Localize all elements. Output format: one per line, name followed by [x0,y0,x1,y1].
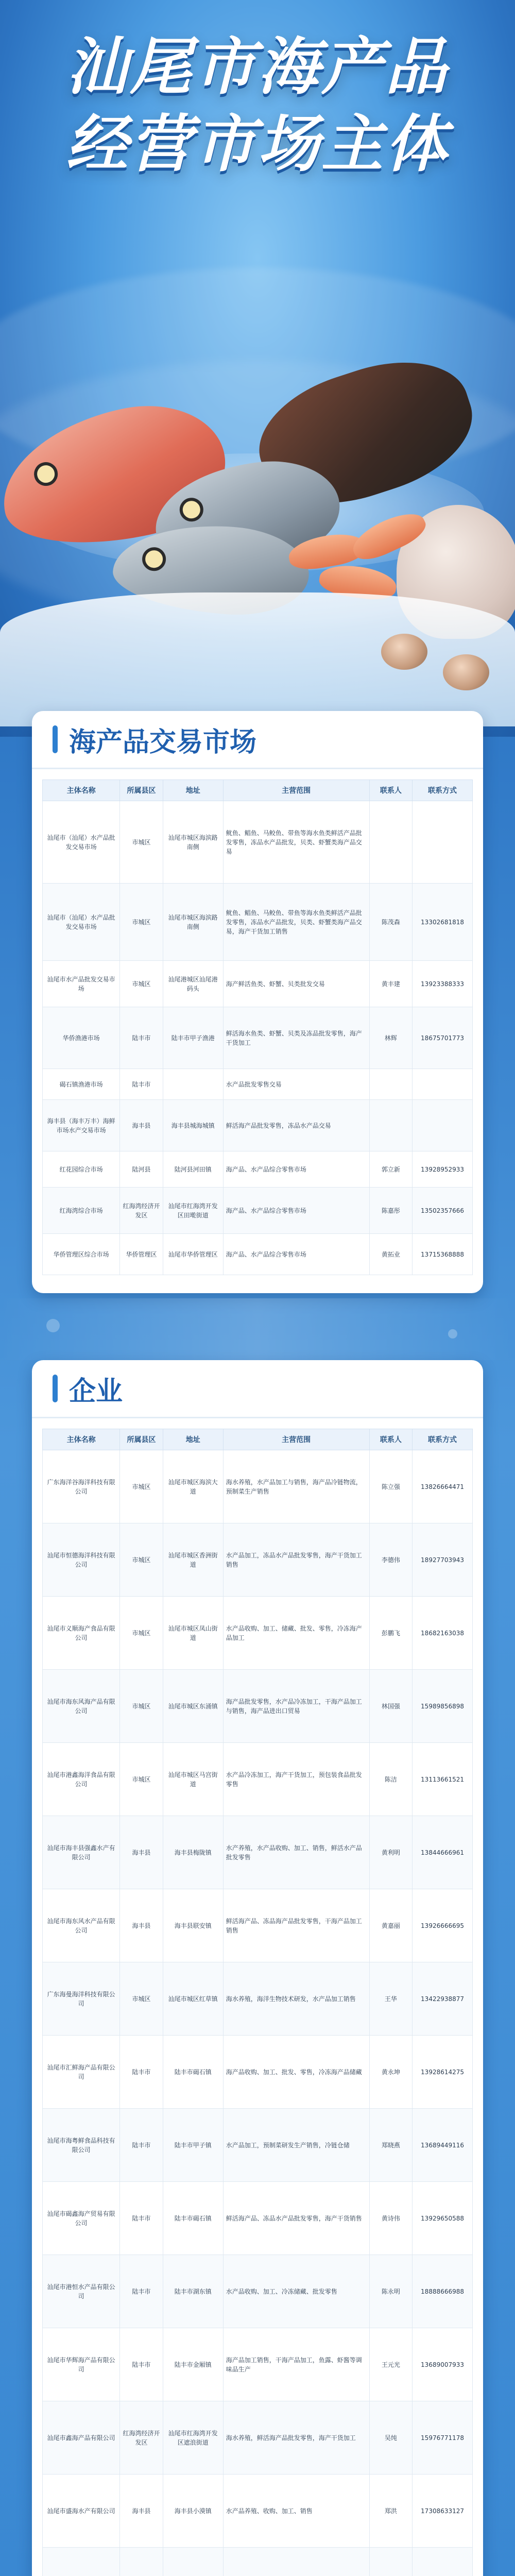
contact-person-cell [369,801,413,884]
contact-person-cell: 黄永坤 [369,2036,413,2109]
table-row [43,2255,473,2328]
entity-name-cell: 华侨渔港市场 [43,1007,120,1069]
hero-title [0,28,515,183]
column-header: 地址 [163,1429,223,1450]
business-scope-cell: 鱿鱼、鲳鱼、马鲛鱼、带鱼等海水鱼类鲜活产品批发零售，冻品水产品批发，贝类、虾蟹类海产品交易 [223,801,369,884]
address-cell: 汕尾市城区海滨路南侧 [163,801,223,884]
address-cell: 汕尾市城区马宫街道 [163,1743,223,1816]
contact-person-cell [369,1069,413,1100]
district-cell: 陆丰市 [120,2255,163,2328]
phone-cell: 17308633127 [413,2475,473,2548]
business-scope-cell: 水产品加工，冻品水产品批发零售，海产干货加工销售 [223,1523,369,1597]
contact-person-cell: 陈立强 [369,1450,413,1523]
phone-cell: 13422938877 [413,1962,473,2036]
district-cell: 市城区 [120,1450,163,1523]
column-header: 主体名称 [43,780,120,801]
address-cell: 汕尾市城区海滨路南侧 [163,884,223,961]
phone-cell [413,1100,473,1151]
table-row [43,2328,473,2401]
district-cell: 海丰县 [120,1889,163,1962]
business-scope-cell: 水产养殖，水产品收购、加工、销售，鲜活水产品批发零售 [223,1816,369,1889]
entity-name-cell: 汕尾市碣鑫海产贸易有限公司 [43,2182,120,2255]
phone-cell: 13302681818 [413,884,473,961]
address-cell: 陆丰市碣石镇 [163,2182,223,2255]
district-cell: 市城区 [120,1670,163,1743]
contact-person-cell: 黄嘉丽 [369,1889,413,1962]
entity-name-cell: 汕尾市盛海水产有限公司 [43,2475,120,2548]
phone-cell: 18927703943 [413,1523,473,1597]
business-scope-cell: 鱿鱼、鲳鱼、马鲛鱼、带鱼等海水鱼类鲜活产品批发零售，冻品水产品批发，贝类、虾蟹类海产品交易，海产干货加工销售 [223,884,369,961]
phone-cell [413,1069,473,1100]
district-cell: 陆丰市 [120,1069,163,1100]
business-scope-cell: 水产品养殖、收购、加工、销售 [223,2475,369,2548]
phone-cell: 13928614275 [413,2036,473,2109]
contact-person-cell: 李德伟 [369,1523,413,1597]
entity-name-cell: 汕尾市（汕尾）水产品批发交易市场 [43,801,120,884]
column-header: 联系人 [369,1429,413,1450]
column-header: 所属县区 [120,780,163,801]
table-row [43,1962,473,2036]
address-cell: 汕尾市城区凤山街道 [163,1597,223,1670]
contact-person-cell: 郭立新 [369,1151,413,1188]
column-header: 所属县区 [120,1429,163,1450]
contact-person-cell: 王华 [369,1962,413,2036]
entity-name-cell: 汕尾市海东风水产品有限公司 [43,1889,120,1962]
district-cell: 市城区 [120,1597,163,1670]
phone-cell: 13923388333 [413,961,473,1007]
entity-name-cell: 碣石镇渔港市场 [43,1069,120,1100]
contact-person-cell: 郑晓燕 [369,2109,413,2182]
table-row [43,1670,473,1743]
phone-cell: 18682163038 [413,1597,473,1670]
address-cell: 汕尾市城区红草镇 [163,1962,223,2036]
address-cell: 汕尾市红海湾开发区遮浪街道 [163,2401,223,2475]
phone-cell [413,801,473,884]
business-scope-cell: 海产品批发零售，水产品冷冻加工，干海产品加工与销售，海产品进出口贸易 [223,1670,369,1743]
district-cell: 市城区 [120,801,163,884]
business-scope-cell: 海产鲜活鱼类、虾蟹、贝类批发交易 [223,961,369,1007]
phone-cell: 18888666988 [413,2255,473,2328]
table-row [43,1597,473,1670]
address-cell: 陆丰市碣石镇 [163,2036,223,2109]
bubble-decoration [448,1329,457,1338]
phone-cell: 13929650588 [413,2182,473,2255]
address-cell: 陆丰市甲子渔港 [163,1007,223,1069]
district-cell: 陆丰市 [120,2328,163,2401]
entity-name-cell: 海丰县（海丰万丰）海鲜市场水产交易市场 [43,1100,120,1151]
district-cell [120,2548,163,2576]
table-row [43,1100,473,1151]
contact-person-cell [369,1100,413,1151]
business-scope-cell: 水产品批发零售交易 [223,1069,369,1100]
phone-cell: 13928952933 [413,1151,473,1188]
contact-person-cell: 陈洁 [369,1743,413,1816]
contact-person-cell: 郑洪 [369,2475,413,2548]
district-cell: 海丰县 [120,1100,163,1151]
table-row [43,884,473,961]
column-header: 主营范围 [223,780,369,801]
business-scope-cell: 鲜活海产品、冻品海产品批发零售，干海产品加工销售 [223,1889,369,1962]
entity-name-cell: 汕尾市恒德海洋科技有限公司 [43,1523,120,1597]
title-accent [53,1375,58,1402]
address-cell: 汕尾市城区海滨大道 [163,1450,223,1523]
phone-cell: 15976771178 [413,2401,473,2475]
address-cell: 陆丰市甲子镇 [163,2109,223,2182]
table-row [43,1523,473,1597]
business-scope-cell: 海水养殖，鲜活海产品批发零售，海产干货加工 [223,2401,369,2475]
column-header: 主体名称 [43,1429,120,1450]
table-row [43,1889,473,1962]
title-accent [53,725,58,753]
business-scope-cell: 鲜活海水鱼类、虾蟹、贝类及冻品批发零售，海产干货加工 [223,1007,369,1069]
business-scope-cell: 鲜活海产品批发零售，冻品水产品交易 [223,1100,369,1151]
business-scope-cell: 水产品冷冻加工，海产干货加工，预包装食品批发零售 [223,1743,369,1816]
district-cell: 红海湾经济开发区 [120,1188,163,1234]
contact-person-cell: 林辉 [369,1007,413,1069]
business-scope-cell: 水产品加工，预制菜研发生产销售，冷链仓储 [223,2109,369,2182]
entity-name-cell: 红海湾综合市场 [43,1188,120,1234]
district-cell: 市城区 [120,961,163,1007]
entity-name-cell: 汕尾市华辉海产品有限公司 [43,2328,120,2401]
table-row [43,801,473,884]
wave-decoration [0,1298,515,1360]
entity-name-cell: 汕尾市水产品批发交易市场 [43,961,120,1007]
table-row [43,2401,473,2475]
district-cell: 陆丰市 [120,2036,163,2109]
business-scope-cell: 海水养殖，海洋生物技术研发，水产品加工销售 [223,1962,369,2036]
phone-cell: 13689449116 [413,2109,473,2182]
section-title [32,1360,483,1418]
address-cell [163,2548,223,2576]
company-table [42,1429,473,2576]
bubble-decoration [46,1319,60,1332]
phone-cell: 13502357666 [413,1188,473,1234]
business-scope-cell: 水产品收购、加工、储藏、批发、零售，冷冻海产品加工 [223,1597,369,1670]
address-cell [163,1069,223,1100]
contact-person-cell: 黄诗伟 [369,2182,413,2255]
column-header: 联系人 [369,780,413,801]
table-row [43,1188,473,1234]
contact-person-cell: 黄利明 [369,1816,413,1889]
section-title [32,711,483,769]
table-row [43,1743,473,1816]
business-scope-cell: 水产品收购、加工、冷冻储藏、批发零售 [223,2255,369,2328]
phone-cell: 15989856898 [413,1670,473,1743]
address-cell: 汕尾市城区东涌镇 [163,1670,223,1743]
address-cell: 陆丰市金厢镇 [163,2328,223,2401]
business-scope-cell: 海水养殖，水产品加工与销售，海产品冷链物流，预制菜生产销售 [223,1450,369,1523]
column-header: 地址 [163,780,223,801]
table-row [43,2182,473,2255]
entity-name-cell: 汕尾市海东风海产品有限公司 [43,1670,120,1743]
phone-cell: 13113661521 [413,1743,473,1816]
business-scope-cell: 海产品收购、加工、批发、零售，冷冻海产品储藏 [223,2036,369,2109]
table-row [43,1450,473,1523]
entity-name-cell: 华侨管理区综合市场 [43,1234,120,1275]
column-header: 主营范围 [223,1429,369,1450]
hero-banner [0,0,515,737]
phone-cell: 13844666961 [413,1816,473,1889]
address-cell: 汕尾港城区汕尾港码头 [163,961,223,1007]
shell-image [443,654,489,690]
entity-name-cell: 汕尾市汇鲜海产品有限公司 [43,2036,120,2109]
hero-title-line: 经营市场主体 [66,108,449,180]
column-header: 联系方式 [413,1429,473,1450]
table-row [43,961,473,1007]
district-cell: 陆河县 [120,1151,163,1188]
entity-name-cell: 汕尾市港鑫海洋食品有限公司 [43,1743,120,1816]
entity-name-cell: 汕尾市（汕尾）水产品批发交易市场 [43,884,120,961]
section-title-text: 企业 [69,1375,123,1407]
address-cell: 海丰县城海城镇 [163,1100,223,1151]
entity-name-cell [43,2548,120,2576]
table-row [43,2036,473,2109]
phone-cell: 13689007933 [413,2328,473,2401]
district-cell: 陆丰市 [120,2109,163,2182]
contact-person-cell: 陈茂森 [369,884,413,961]
phone-cell: 13826664471 [413,1450,473,1523]
table-row [43,2109,473,2182]
phone-cell: 18675701773 [413,1007,473,1069]
entity-name-cell: 汕尾市海丰县强鑫水产有限公司 [43,1816,120,1889]
table-row [43,1816,473,1889]
shell-image [381,634,427,670]
table-row [43,1151,473,1188]
table-row [43,1234,473,1275]
district-cell: 陆丰市 [120,1007,163,1069]
address-cell: 陆河县河田镇 [163,1151,223,1188]
district-cell: 市城区 [120,884,163,961]
table-row [43,2548,473,2576]
district-cell: 市城区 [120,1962,163,2036]
contact-person-cell: 王元光 [369,2328,413,2401]
business-scope-cell: 海产品、水产品综合零售市场 [223,1188,369,1234]
entity-name-cell: 汕尾市港恒水产品有限公司 [43,2255,120,2328]
table-row [43,2475,473,2548]
business-scope-cell: 鲜活海产品、冻品水产品批发零售，海产干货销售 [223,2182,369,2255]
column-header: 联系方式 [413,780,473,801]
business-scope-cell: 海产品加工销售，干海产品加工，鱼露、虾酱等调味品生产 [223,2328,369,2401]
district-cell: 海丰县 [120,1816,163,1889]
address-cell: 汕尾市红海湾开发区田墘街道 [163,1188,223,1234]
contact-person-cell: 彭鹏飞 [369,1597,413,1670]
entity-name-cell: 汕尾市海粤鲜食品科技有限公司 [43,2109,120,2182]
address-cell: 海丰县联安镇 [163,1889,223,1962]
district-cell: 市城区 [120,1523,163,1597]
contact-person-cell: 陈永明 [369,2255,413,2328]
contact-person-cell: 吴纯 [369,2401,413,2475]
business-scope-cell [223,2548,369,2576]
business-scope-cell: 海产品、水产品综合零售市场 [223,1234,369,1275]
ice-bed [0,592,515,726]
phone-cell: 13926666695 [413,1889,473,1962]
district-cell: 红海湾经济开发区 [120,2401,163,2475]
entity-name-cell: 广东海曼海洋科技有限公司 [43,1962,120,2036]
phone-cell [413,2548,473,2576]
phone-cell: 13715368888 [413,1234,473,1275]
contact-person-cell: 黄拓业 [369,1234,413,1275]
contact-person-cell: 黄丰建 [369,961,413,1007]
table-row [43,1069,473,1100]
district-cell: 海丰县 [120,2475,163,2548]
contact-person-cell: 陈嘉彤 [369,1188,413,1234]
business-scope-cell: 海产品、水产品综合零售市场 [223,1151,369,1188]
table-row [43,1007,473,1069]
entity-name-cell: 广东海洋谷海洋科技有限公司 [43,1450,120,1523]
address-cell: 陆丰市湖东镇 [163,2255,223,2328]
contact-person-cell [369,2548,413,2576]
market-table [42,779,473,1275]
district-cell: 陆丰市 [120,2182,163,2255]
district-cell: 华侨管理区 [120,1234,163,1275]
entity-name-cell: 汕尾市鑫海产品有限公司 [43,2401,120,2475]
market-panel [32,711,483,1293]
section-title-text: 海产品交易市场 [69,726,257,758]
address-cell: 汕尾市华侨管理区 [163,1234,223,1275]
address-cell: 海丰县小漠镇 [163,2475,223,2548]
district-cell: 市城区 [120,1743,163,1816]
address-cell: 海丰县梅陇镇 [163,1816,223,1889]
entity-name-cell: 红花园综合市场 [43,1151,120,1188]
entity-name-cell: 汕尾市义顺海产食品有限公司 [43,1597,120,1670]
address-cell: 汕尾市城区香洲街道 [163,1523,223,1597]
company-panel [32,1360,483,2576]
hero-title-line: 汕尾市海产品 [66,30,449,103]
contact-person-cell: 林国强 [369,1670,413,1743]
